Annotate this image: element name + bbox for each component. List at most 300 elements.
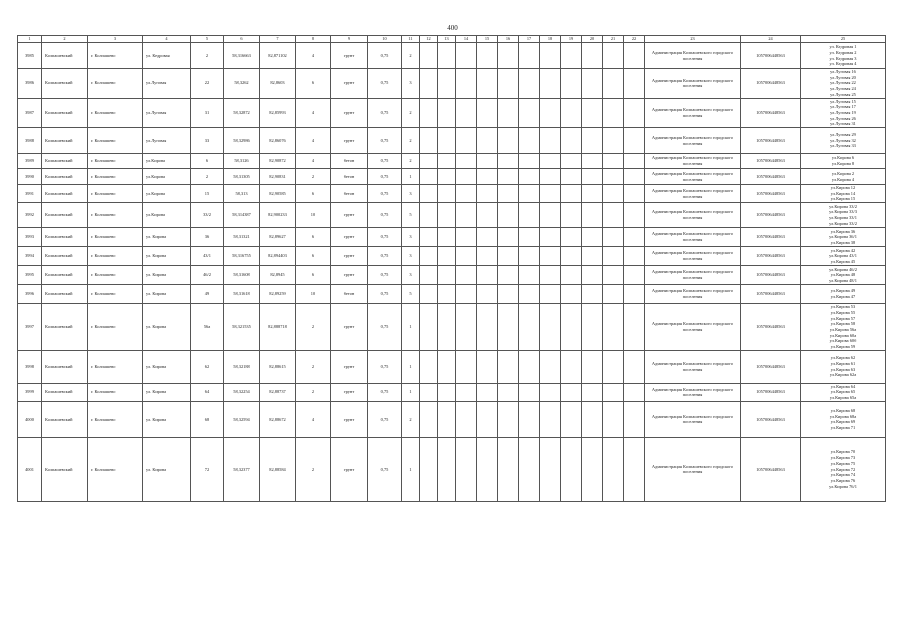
site-area-cell: 6 xyxy=(296,185,331,203)
district-cell: Колпашевский xyxy=(42,154,88,169)
ogrn-cell: 1057006448563 xyxy=(741,128,801,154)
empty-cell xyxy=(519,228,540,247)
owner-cell: Администрация Колпашевского городского поселения xyxy=(645,228,741,247)
served-address: ул.Кирова 47 xyxy=(830,294,856,300)
empty-cell xyxy=(477,247,498,266)
empty-cell xyxy=(561,247,582,266)
empty-cell xyxy=(519,383,540,401)
served-addresses-cell xyxy=(801,383,886,401)
district-cell: Колпашевский xyxy=(42,285,88,304)
owner-cell: Администрация Колпашевского городского поселения xyxy=(645,154,741,169)
empty-cell xyxy=(624,169,645,185)
empty-cell xyxy=(603,304,624,351)
city-cell: г. Колпашево xyxy=(88,304,143,351)
longitude-cell: 82,888718 xyxy=(260,304,296,351)
table-row xyxy=(18,383,886,401)
empty-cell xyxy=(477,266,498,285)
served-address: ул.Луговая 32 xyxy=(830,137,856,143)
empty-cell xyxy=(603,185,624,203)
owner-cell: Администрация Колпашевского городского поселения xyxy=(645,203,741,228)
empty-cell xyxy=(456,350,477,383)
record-number-cell: 3994 xyxy=(18,247,42,266)
served-address: ул.Кирова 12 xyxy=(830,185,856,191)
ogrn-cell: 1057006448563 xyxy=(741,169,801,185)
empty-cell xyxy=(456,228,477,247)
empty-cell xyxy=(624,350,645,383)
site-area-cell: 2 xyxy=(296,350,331,383)
empty-cell xyxy=(438,154,456,169)
empty-cell xyxy=(540,169,561,185)
container-volume-cell: 0,75 xyxy=(368,185,402,203)
empty-cell xyxy=(498,43,519,69)
longitude-cell: 82,90872 xyxy=(260,154,296,169)
served-address: ул.Кирова 56а xyxy=(829,326,857,332)
owner-cell: Администрация Колпашевского городского поселения xyxy=(645,98,741,128)
empty-cell xyxy=(438,69,456,99)
longitude-cell: 82,90831 xyxy=(260,169,296,185)
served-address: ул.Кирова 57 xyxy=(830,315,856,321)
empty-cell xyxy=(561,203,582,228)
container-count-cell: 3 xyxy=(402,247,420,266)
empty-cell xyxy=(624,203,645,228)
owner-cell: Администрация Колпашевского городского поселения xyxy=(645,128,741,154)
surface-type-cell: грунт xyxy=(331,203,368,228)
house-number-cell: 33 xyxy=(191,128,224,154)
empty-cell xyxy=(420,401,438,437)
container-volume-cell: 0,75 xyxy=(368,128,402,154)
served-addresses-cell xyxy=(801,43,886,69)
empty-cell xyxy=(582,247,603,266)
served-addresses-cell xyxy=(801,169,886,185)
served-address: ул.Луговая 16 xyxy=(830,69,856,74)
served-address: ул.Кирова 49 xyxy=(830,288,856,294)
empty-cell xyxy=(582,228,603,247)
empty-cell xyxy=(624,228,645,247)
owner-cell: Администрация Колпашевского городского поселения xyxy=(645,266,741,285)
longitude-cell: 82,90585 xyxy=(260,185,296,203)
empty-cell xyxy=(582,285,603,304)
table-row xyxy=(18,185,886,203)
empty-cell xyxy=(477,43,498,69)
empty-cell xyxy=(540,383,561,401)
served-address: ул.Кирова 42 xyxy=(830,247,856,253)
served-addresses-cell xyxy=(801,203,886,228)
empty-cell xyxy=(561,69,582,99)
empty-cell xyxy=(561,285,582,304)
empty-cell xyxy=(540,247,561,266)
container-volume-cell: 0,75 xyxy=(368,43,402,69)
empty-cell xyxy=(477,285,498,304)
column-number: 8 xyxy=(296,36,331,43)
empty-cell xyxy=(582,437,603,501)
column-number: 22 xyxy=(624,36,645,43)
served-address: ул.Кирова 60а xyxy=(829,332,857,338)
empty-cell xyxy=(624,128,645,154)
empty-cell xyxy=(624,185,645,203)
site-area-cell: 4 xyxy=(296,401,331,437)
empty-cell xyxy=(498,437,519,501)
longitude-cell: 82,88615 xyxy=(260,350,296,383)
column-number: 12 xyxy=(420,36,438,43)
empty-cell xyxy=(540,154,561,169)
record-number-cell: 4000 xyxy=(18,401,42,437)
city-cell: г. Колпашево xyxy=(88,285,143,304)
empty-cell xyxy=(477,128,498,154)
served-address: ул. Кедровая 1 xyxy=(829,44,857,50)
empty-cell xyxy=(477,383,498,401)
empty-cell xyxy=(498,383,519,401)
served-address: ул.Кирова 14 xyxy=(830,190,856,196)
table-row xyxy=(18,247,886,266)
latitude-cell: 58,32377 xyxy=(224,437,260,501)
house-number-cell: 15 xyxy=(191,185,224,203)
table-row xyxy=(18,128,886,154)
empty-cell xyxy=(582,169,603,185)
column-number: 7 xyxy=(260,36,296,43)
latitude-cell: 58,314387 xyxy=(224,203,260,228)
empty-cell xyxy=(420,185,438,203)
surface-type-cell: грунт xyxy=(331,128,368,154)
latitude-cell: 58,31321 xyxy=(224,228,260,247)
surface-type-cell: грунт xyxy=(331,401,368,437)
street-cell: ул.Кирова xyxy=(143,154,191,169)
record-number-cell: 3997 xyxy=(18,304,42,351)
owner-cell: Администрация Колпашевского городского поселения xyxy=(645,43,741,69)
empty-cell xyxy=(420,285,438,304)
ogrn-cell: 1057006448563 xyxy=(741,185,801,203)
empty-cell xyxy=(561,128,582,154)
served-address: ул.Луговая 20 xyxy=(830,74,856,80)
empty-cell xyxy=(624,383,645,401)
served-address: ул.Кирова 62 xyxy=(830,355,856,361)
district-cell: Колпашевский xyxy=(42,228,88,247)
served-addresses-cell xyxy=(801,437,886,501)
column-number: 25 xyxy=(801,36,886,43)
latitude-cell: 58,3262 xyxy=(224,69,260,99)
site-area-cell: 4 xyxy=(296,154,331,169)
district-cell: Колпашевский xyxy=(42,304,88,351)
served-address: ул.Кирова 36/1 xyxy=(829,234,857,240)
empty-cell xyxy=(540,98,561,128)
surface-type-cell: грунт xyxy=(331,304,368,351)
empty-cell xyxy=(582,266,603,285)
served-address: ул.Кирова 45 xyxy=(830,258,856,264)
served-address: ул.Луговая 26 xyxy=(830,115,856,121)
record-number-cell: 3995 xyxy=(18,266,42,285)
empty-cell xyxy=(498,350,519,383)
empty-cell xyxy=(498,247,519,266)
record-number-cell: 3989 xyxy=(18,154,42,169)
empty-cell xyxy=(624,304,645,351)
street-cell: ул. Кирова xyxy=(143,383,191,401)
served-address: ул.Луговая 15 xyxy=(830,98,856,104)
empty-cell xyxy=(582,203,603,228)
empty-cell xyxy=(603,401,624,437)
site-area-cell: 4 xyxy=(296,128,331,154)
container-volume-cell: 0,75 xyxy=(368,247,402,266)
served-address: ул.Кирова 6 xyxy=(831,155,855,161)
served-address: ул. Кедровая 2 xyxy=(829,49,857,55)
container-count-cell: 2 xyxy=(402,43,420,69)
ogrn-cell: 1057006448563 xyxy=(741,266,801,285)
container-count-cell: 2 xyxy=(402,98,420,128)
container-volume-cell: 0,75 xyxy=(368,437,402,501)
container-volume-cell: 0,75 xyxy=(368,69,402,99)
longitude-cell: 82,871102 xyxy=(260,43,296,69)
served-addresses-cell xyxy=(801,228,886,247)
empty-cell xyxy=(603,228,624,247)
served-address: ул.Кирова 4 xyxy=(831,176,855,182)
latitude-cell: 58,31618 xyxy=(224,285,260,304)
empty-cell xyxy=(624,154,645,169)
column-number: 11 xyxy=(402,36,420,43)
empty-cell xyxy=(438,437,456,501)
served-address: ул. Кедровая 4 xyxy=(829,61,857,67)
served-address: ул.Кирова 8 xyxy=(831,161,855,167)
owner-cell: Администрация Колпашевского городского поселения xyxy=(645,169,741,185)
ogrn-cell: 1057006448563 xyxy=(741,285,801,304)
owner-cell: Администрация Колпашевского городского поселения xyxy=(645,285,741,304)
served-address: ул.Луговая 24 xyxy=(830,86,856,92)
empty-cell xyxy=(420,350,438,383)
street-cell: ул.Луговая xyxy=(143,98,191,128)
empty-cell xyxy=(438,266,456,285)
longitude-cell: 82,89627 xyxy=(260,228,296,247)
empty-cell xyxy=(519,98,540,128)
house-number-cell: 46/2 xyxy=(191,266,224,285)
table-row xyxy=(18,401,886,437)
district-cell: Колпашевский xyxy=(42,43,88,69)
empty-cell xyxy=(603,203,624,228)
ogrn-cell: 1057006448563 xyxy=(741,247,801,266)
served-address: ул.Кирова 2 xyxy=(831,170,855,176)
surface-type-cell: грунт xyxy=(331,228,368,247)
owner-cell: Администрация Колпашевского городского поселения xyxy=(645,350,741,383)
city-cell: г. Колпашево xyxy=(88,43,143,69)
column-number: 20 xyxy=(582,36,603,43)
empty-cell xyxy=(498,169,519,185)
empty-cell xyxy=(456,185,477,203)
site-area-cell: 2 xyxy=(296,383,331,401)
container-volume-cell: 0,75 xyxy=(368,383,402,401)
house-number-cell: 72 xyxy=(191,437,224,501)
empty-cell xyxy=(603,266,624,285)
table-row xyxy=(18,285,886,304)
empty-cell xyxy=(624,69,645,99)
record-number-cell: 3999 xyxy=(18,383,42,401)
empty-cell xyxy=(603,437,624,501)
container-count-cell: 3 xyxy=(402,69,420,99)
empty-cell xyxy=(624,43,645,69)
empty-cell xyxy=(624,266,645,285)
latitude-cell: 58,316755 xyxy=(224,247,260,266)
container-count-cell: 1 xyxy=(402,437,420,501)
district-cell: Колпашевский xyxy=(42,350,88,383)
container-volume-cell: 0,75 xyxy=(368,285,402,304)
empty-cell xyxy=(582,304,603,351)
served-addresses-cell xyxy=(801,401,886,437)
empty-cell xyxy=(456,169,477,185)
longitude-cell: 82,900233 xyxy=(260,203,296,228)
empty-cell xyxy=(438,228,456,247)
container-count-cell: 1 xyxy=(402,350,420,383)
empty-cell xyxy=(438,128,456,154)
empty-cell xyxy=(561,169,582,185)
empty-cell xyxy=(420,383,438,401)
record-number-cell: 3991 xyxy=(18,185,42,203)
owner-cell: Администрация Колпашевского городского поселения xyxy=(645,69,741,99)
empty-cell xyxy=(420,98,438,128)
street-cell: ул.Кирова xyxy=(143,185,191,203)
column-number: 15 xyxy=(477,36,498,43)
street-cell: ул. Кирова xyxy=(143,247,191,266)
street-cell: ул.Луговая xyxy=(143,128,191,154)
served-addresses-cell xyxy=(801,154,886,169)
longitude-cell: 82,88672 xyxy=(260,401,296,437)
table-row xyxy=(18,98,886,128)
served-addresses-cell xyxy=(801,128,886,154)
empty-cell xyxy=(582,98,603,128)
empty-cell xyxy=(456,401,477,437)
served-address: ул.Кирова 68 xyxy=(830,407,856,413)
house-number-cell: 56а xyxy=(191,304,224,351)
empty-cell xyxy=(561,350,582,383)
street-cell: ул. Кирова xyxy=(143,350,191,383)
district-cell: Колпашевский xyxy=(42,401,88,437)
served-address: ул.Кирова 15 xyxy=(830,196,856,202)
owner-cell: Администрация Колпашевского городского поселения xyxy=(645,304,741,351)
city-cell: г. Колпашево xyxy=(88,169,143,185)
empty-cell xyxy=(561,401,582,437)
empty-cell xyxy=(582,69,603,99)
empty-cell xyxy=(477,69,498,99)
empty-cell xyxy=(477,350,498,383)
city-cell: г. Колпашево xyxy=(88,350,143,383)
record-number-cell: 3986 xyxy=(18,69,42,99)
record-number-cell: 3990 xyxy=(18,169,42,185)
ogrn-cell: 1057006448563 xyxy=(741,437,801,501)
empty-cell xyxy=(519,437,540,501)
served-address: ул. Кедровая 3 xyxy=(829,55,857,61)
served-address: ул.Кирова 59 xyxy=(830,344,856,350)
record-number-cell: 3998 xyxy=(18,350,42,383)
longitude-cell: 82,8603 xyxy=(260,69,296,99)
latitude-cell: 58,32872 xyxy=(224,98,260,128)
empty-cell xyxy=(561,228,582,247)
empty-cell xyxy=(603,350,624,383)
empty-cell xyxy=(519,154,540,169)
served-address: ул.Кирова 55 xyxy=(830,309,856,315)
column-number: 24 xyxy=(741,36,801,43)
empty-cell xyxy=(624,247,645,266)
house-number-cell: 2 xyxy=(191,169,224,185)
site-area-cell: 2 xyxy=(296,169,331,185)
empty-cell xyxy=(582,383,603,401)
container-count-cell: 1 xyxy=(402,169,420,185)
longitude-cell: 82,88737 xyxy=(260,383,296,401)
empty-cell xyxy=(582,350,603,383)
empty-cell xyxy=(582,401,603,437)
surface-type-cell: грунт xyxy=(331,69,368,99)
empty-cell xyxy=(438,350,456,383)
container-count-cell: 2 xyxy=(402,154,420,169)
container-count-cell: 1 xyxy=(402,304,420,351)
ogrn-cell: 1057006448563 xyxy=(741,203,801,228)
container-volume-cell: 0,75 xyxy=(368,228,402,247)
served-address: ул.Кирова 61 xyxy=(830,361,856,367)
served-address: ул.Луговая 25 xyxy=(830,91,856,97)
empty-cell xyxy=(519,43,540,69)
longitude-cell: 82,89259 xyxy=(260,285,296,304)
served-address: ул.Кирова 33/2 xyxy=(829,220,857,226)
container-volume-cell: 0,75 xyxy=(368,304,402,351)
empty-cell xyxy=(420,266,438,285)
house-number-cell: 6 xyxy=(191,154,224,169)
street-cell: ул. Кирова xyxy=(143,401,191,437)
city-cell: г. Колпашево xyxy=(88,437,143,501)
empty-cell xyxy=(456,285,477,304)
empty-cell xyxy=(540,285,561,304)
latitude-cell: 58,31305 xyxy=(224,169,260,185)
longitude-cell: 82,85993 xyxy=(260,98,296,128)
empty-cell xyxy=(540,228,561,247)
served-address: ул.Кирова 36 xyxy=(830,228,856,234)
house-number-cell: 43/1 xyxy=(191,247,224,266)
empty-cell xyxy=(540,128,561,154)
served-address: ул.Кирова 76/1 xyxy=(829,483,857,489)
empty-cell xyxy=(582,185,603,203)
container-volume-cell: 0,75 xyxy=(368,154,402,169)
empty-cell xyxy=(540,185,561,203)
registry-table xyxy=(17,35,886,502)
table-row xyxy=(18,437,886,501)
surface-type-cell: бетон xyxy=(331,185,368,203)
district-cell: Колпашевский xyxy=(42,169,88,185)
column-number: 14 xyxy=(456,36,477,43)
served-address: ул.Луговая 17 xyxy=(830,104,856,110)
column-number: 23 xyxy=(645,36,741,43)
served-address: ул.Кирова 58 xyxy=(830,321,856,327)
served-address: ул.Кирова 46/2 xyxy=(829,266,857,272)
served-address: ул.Кирова 43/1 xyxy=(829,253,857,259)
empty-cell xyxy=(477,169,498,185)
empty-cell xyxy=(477,228,498,247)
served-address: ул.Кирова 70 xyxy=(830,449,856,455)
empty-cell xyxy=(603,154,624,169)
empty-cell xyxy=(519,285,540,304)
empty-cell xyxy=(438,285,456,304)
empty-cell xyxy=(603,128,624,154)
empty-cell xyxy=(456,98,477,128)
city-cell: г. Колпашево xyxy=(88,383,143,401)
longitude-cell: 82,86076 xyxy=(260,128,296,154)
container-volume-cell: 0,75 xyxy=(368,203,402,228)
ogrn-cell: 1057006448563 xyxy=(741,43,801,69)
empty-cell xyxy=(438,203,456,228)
district-cell: Колпашевский xyxy=(42,69,88,99)
owner-cell: Администрация Колпашевского городского поселения xyxy=(645,401,741,437)
column-number: 5 xyxy=(191,36,224,43)
district-cell: Колпашевский xyxy=(42,383,88,401)
site-area-cell: 6 xyxy=(296,228,331,247)
empty-cell xyxy=(456,304,477,351)
district-cell: Колпашевский xyxy=(42,266,88,285)
empty-cell xyxy=(456,154,477,169)
surface-type-cell: грунт xyxy=(331,98,368,128)
district-cell: Колпашевский xyxy=(42,128,88,154)
container-volume-cell: 0,75 xyxy=(368,401,402,437)
served-addresses-cell xyxy=(801,266,886,285)
